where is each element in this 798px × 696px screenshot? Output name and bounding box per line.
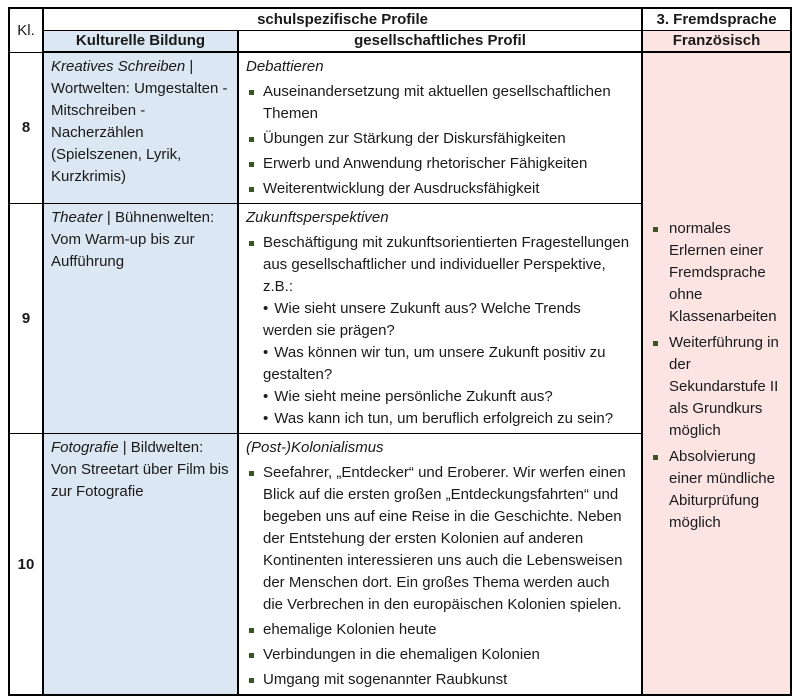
square-bullet-icon <box>249 162 254 167</box>
list-item <box>246 462 633 616</box>
header-gesellschaftliches-profil: gesellschaftliches Profil <box>238 30 642 52</box>
square-bullet-icon <box>653 455 658 460</box>
list-item <box>246 153 633 175</box>
bullet-text: Umgang mit sogenannter Raubkunst <box>263 671 508 688</box>
bullet-text: normales Erlernen einer Fremdsprache ohne Klassenarbeiten <box>669 219 777 325</box>
list-item <box>650 218 784 328</box>
sub-bullet-text: Wie sieht meine persönliche Zukunft aus? <box>274 388 553 405</box>
square-bullet-icon <box>249 678 254 683</box>
sub-bullet-text: Was können wir tun, um unsere Zukunft positiv zu gestalten? <box>263 344 606 383</box>
square-bullet-icon <box>249 653 254 658</box>
dot-bullet-icon: • <box>263 344 269 361</box>
course-title: Theater <box>51 209 103 226</box>
sub-list-item <box>246 386 633 408</box>
bullet-text: Weiterentwicklung der Ausdrucksfähigkeit <box>263 180 540 197</box>
list-item <box>246 178 633 200</box>
list-item <box>650 332 784 442</box>
kulturelle-cell-klasse-10 <box>43 434 238 696</box>
course-title: Kreatives Schreiben <box>51 58 186 75</box>
klasse-8-label: 8 <box>9 52 43 204</box>
klasse-9-label: 9 <box>9 204 43 434</box>
bullet-text: Seefahrer, „Entdecker“ und Eroberer. Wir werfen einen Blick auf die ersten großen „Entdeckungsfahrten“ und begeben uns auf eine Reise in die Geschichte. Neben der Entstehung der ersten Kolonien auf anderen Kontinenten interessieren uns auch die Lebensweisen der Menschen dort. Ein großes Thema werden auch die Verbrechen in den europäischen Kolonien spielen. <box>263 464 626 613</box>
list-item <box>246 669 633 691</box>
square-bullet-icon <box>653 341 658 346</box>
square-bullet-icon <box>249 187 254 192</box>
list-item <box>650 446 784 534</box>
square-bullet-icon <box>249 471 254 476</box>
bullet-text: ehemalige Kolonien heute <box>263 621 437 638</box>
dot-bullet-icon: • <box>263 300 269 317</box>
square-bullet-icon <box>249 137 254 142</box>
dot-bullet-icon: • <box>263 388 269 405</box>
square-bullet-icon <box>249 628 254 633</box>
curriculum-table <box>8 7 792 696</box>
sub-list-item <box>246 342 633 386</box>
sub-list-item <box>246 408 633 430</box>
bullet-text: Weiterführung in der Sekundarstufe II als Grundkurs möglich <box>669 333 779 439</box>
profil-title: Debattieren <box>246 58 324 75</box>
list-item <box>246 128 633 150</box>
bullet-text: Beschäftigung mit zukunftsorientierten Fragestellungen aus gesellschaftlicher und individueller Perspektive, z.B.: <box>263 234 630 295</box>
profil-cell-klasse-10 <box>238 434 642 696</box>
bullet-text: Verbindungen in die ehemaligen Kolonien <box>263 646 540 663</box>
square-bullet-icon <box>249 241 254 246</box>
bullet-text: Absolvierung einer mündliche Abiturprüfung möglich <box>669 447 775 531</box>
klasse-10-label: 10 <box>9 434 43 696</box>
course-title: Fotografie <box>51 439 119 456</box>
bullet-text: Erwerb und Anwendung rhetorischer Fähigkeiten <box>263 155 588 172</box>
header-schulspezifische-profile: schulspezifische Profile <box>43 8 642 30</box>
header-franzoesisch: Französisch <box>642 30 791 52</box>
course-description: | Bühnenwelten: Vom Warm-up bis zur Aufführung <box>51 209 215 270</box>
profil-cell-klasse-8 <box>238 52 642 204</box>
square-bullet-icon <box>249 90 254 95</box>
profil-title: Zukunftsperspektiven <box>246 209 389 226</box>
kulturelle-cell-klasse-8 <box>43 52 238 204</box>
list-item <box>246 232 633 298</box>
course-description: | Bildwelten: Von Streetart über Film bis zur Fotografie <box>51 439 229 500</box>
list-item <box>246 644 633 666</box>
kulturelle-cell-klasse-9 <box>43 204 238 434</box>
sub-bullet-text: Wie sieht unsere Zukunft aus? Welche Trends werden sie prägen? <box>263 300 581 339</box>
list-item <box>246 81 633 125</box>
header-kulturelle-bildung: Kulturelle Bildung <box>43 30 238 52</box>
bullet-text: Auseinandersetzung mit aktuellen gesellschaftlichen Themen <box>263 83 611 122</box>
course-description: | Wortwelten: Umgestalten - Mitschreiben - Nacherzählen (Spielszenen, Lyrik, Kurzkrimis) <box>51 58 228 185</box>
list-item <box>246 619 633 641</box>
sub-bullet-text: Was kann ich tun, um beruflich erfolgreich zu sein? <box>274 410 614 427</box>
sub-list-item <box>246 298 633 342</box>
header-klasse: Kl. <box>9 8 43 52</box>
header-dritte-fremdsprache: 3. Fremdsprache <box>642 8 791 30</box>
dot-bullet-icon: • <box>263 410 269 427</box>
profil-cell-klasse-9 <box>238 204 642 434</box>
bullet-text: Übungen zur Stärkung der Diskursfähigkeiten <box>263 130 566 147</box>
franzoesisch-cell <box>642 52 791 695</box>
square-bullet-icon <box>653 227 658 232</box>
profil-title: (Post-)Kolonialismus <box>246 439 384 456</box>
